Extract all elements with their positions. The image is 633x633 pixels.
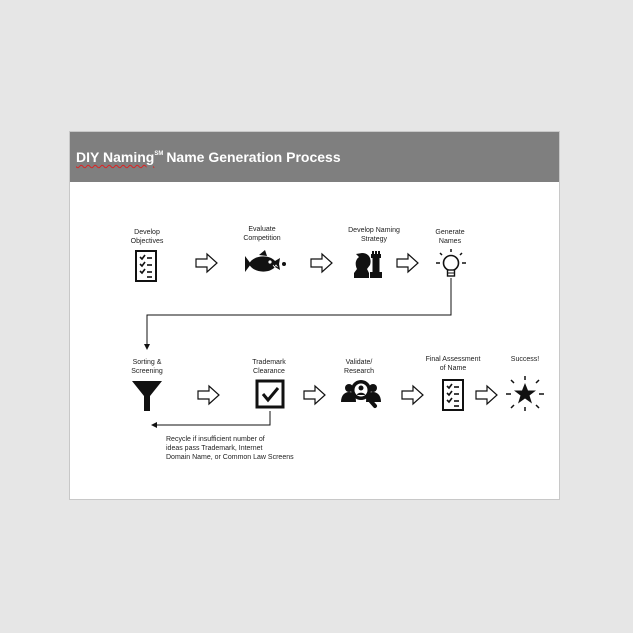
process-diagram [70, 132, 561, 501]
arrow-right-icon [198, 386, 219, 404]
arrow-right-icon [402, 386, 423, 404]
step-label-validate-research: Validate/ Research [344, 359, 374, 375]
team-magnifier-icon [341, 380, 381, 406]
step-label-final-assessment: Final Assessment of Name [425, 356, 481, 372]
step-label-generate-names: Generate Names [435, 229, 465, 245]
recycle-connector [152, 411, 270, 425]
brand-name: DIY Naming [76, 149, 155, 165]
step-label-success: Success! [510, 356, 540, 363]
funnel-icon [132, 381, 162, 411]
checklist-icon [136, 251, 156, 281]
checklist-icon [443, 380, 463, 410]
lightbulb-icon [436, 249, 466, 276]
arrow-right-icon [311, 254, 332, 272]
arrow-right-icon [196, 254, 217, 272]
step-label-naming-strategy: Develop Naming Strategy [348, 227, 400, 243]
step-label-sorting-screening: Sorting & Screening [131, 359, 163, 375]
recycle-note: Recycle if insufficient number of ideas pass Trademark, Internet Domain Name, or Common Law Screens [166, 436, 294, 461]
arrow-right-icon [476, 386, 497, 404]
checkbox-icon [257, 381, 283, 407]
flow-connector [147, 278, 451, 349]
service-mark: SM [154, 151, 164, 157]
piranha-fish-icon [245, 250, 286, 272]
slide [69, 131, 560, 500]
chess-pieces-icon [354, 251, 382, 278]
title-text: Name Generation Process [166, 149, 341, 165]
step-label-develop-objectives: Develop Objectives [130, 229, 164, 245]
arrow-right-icon [304, 386, 325, 404]
step-label-evaluate-competition: Evaluate Competition [243, 226, 281, 242]
arrow-right-icon [397, 254, 418, 272]
star-burst-icon [506, 376, 544, 411]
step-label-trademark-clearance: Trademark Clearance [252, 359, 286, 375]
